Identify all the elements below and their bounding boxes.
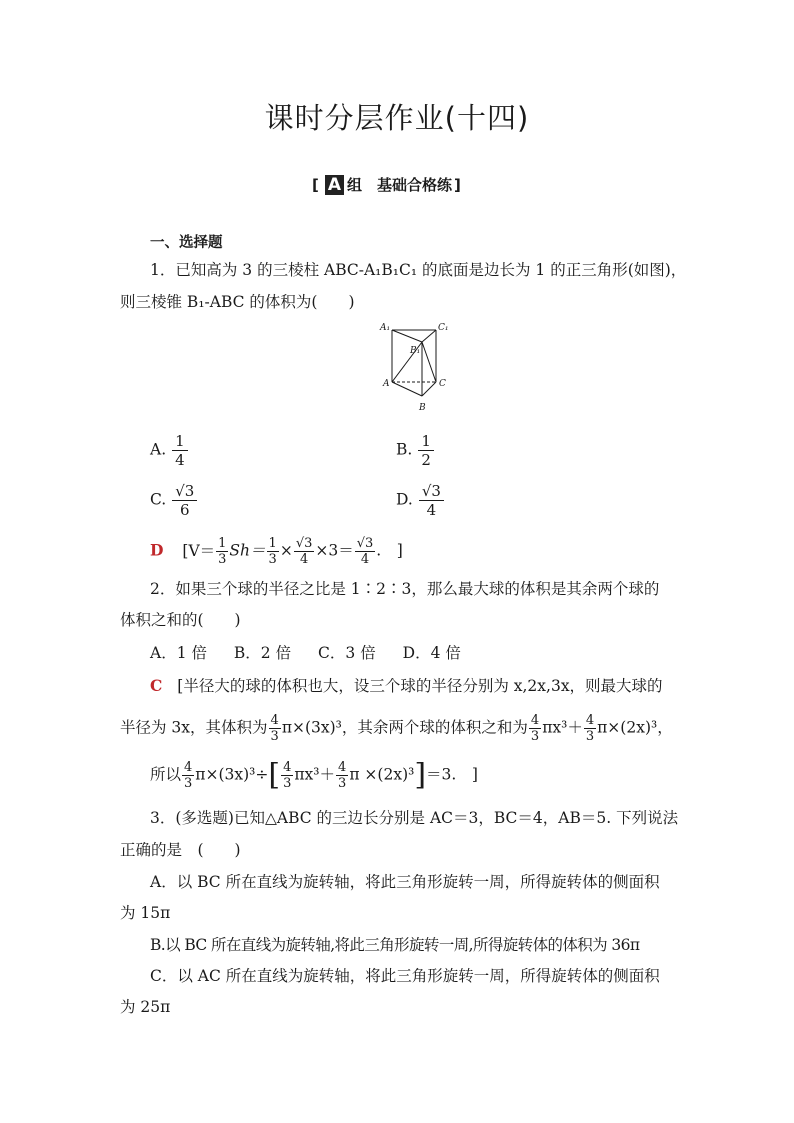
group-letter: A [325,175,344,195]
label-c: C [439,379,446,389]
q2-solution-line2: 半径为 3x，其体积为 $\frac{4}{3}$ π×(3x)³，其余两个球的体积之和为 $\frac{4}{3}$ πx³＋ $\frac{4}{3}$ π×(2x)³， [120,713,673,744]
q3-option-a-line1[interactable]: A．以 BC 所在直线为旋转轴，将此三角形旋转一周，所得旋转体的侧面积 [150,873,660,891]
prism-figure [378,318,458,416]
bracket-open: [ [312,176,319,194]
bracket-close: ] [454,176,461,194]
q2-option-c[interactable]: C．3 倍 [318,644,376,662]
q1-solution: D [V＝ $\frac{1}{3}$ Sh＝ $\frac{1}{3}$ × $\frac{√3}{4}$ ×3＝ $\frac{√3}{4}$ . ] [150,536,403,567]
q2-option-d[interactable]: D．4 倍 [402,644,461,662]
q3-option-c-line1[interactable]: C．以 AC 所在直线为旋转轴，将此三角形旋转一周，所得旋转体的侧面积 [150,967,660,985]
q3-option-a-line2[interactable]: 为 15π [120,904,171,922]
q1-line2: 则三棱锥 B₁-ABC 的体积为( ) [120,293,355,311]
q2-option-a[interactable]: A．1 倍 [150,644,207,662]
q2-answer: C [150,676,163,695]
group-badge [312,174,461,195]
q3-line1: 3．(多选题)已知△ABC 的三边长分别是 AC＝3，BC＝4，AB＝5. 下列说法 [150,809,679,827]
edge-ab [392,382,422,396]
q3-option-b[interactable]: B.以 BC 所在直线为旋转轴,将此三角形旋转一周,所得旋转体的体积为 36π [150,936,640,954]
q2-line1: 2．如果三个球的半径之比是 1∶2∶3，那么最大球的体积是其余两个球的 [150,580,660,598]
edge-bc [422,382,436,396]
q1-option-b[interactable]: B. $\frac{1}{2}$ [396,432,434,469]
edge-a1b1 [392,330,422,342]
q2-solution-line1: C [半径大的球的体积也大，设三个球的半径分别为 x,2x,3x，则最大球的 [150,676,663,695]
q1-option-c[interactable]: C. $\frac{√3}{6}$ [150,482,197,519]
q1-option-d[interactable]: D. $\frac{√3}{4}$ [396,482,444,519]
page-title: 课时分层作业(十四) [264,101,530,135]
q1-answer: D [150,540,164,560]
label-b: B [419,403,426,413]
group-label: 组 基础合格练 [347,176,453,194]
q2-option-b[interactable]: B．2 倍 [233,644,292,662]
section-heading: 一、选择题 [150,235,223,251]
label-b1: B₁ [410,346,421,356]
label-a: A [383,379,390,389]
q1-option-a[interactable]: A. $\frac{1}{4}$ [150,432,188,469]
edge-b1c1 [422,330,436,342]
label-a1: A₁ [380,323,391,333]
q2-options [150,642,461,664]
q1-line1: 1．已知高为 3 的三棱柱 ABC-A₁B₁C₁ 的底面是边长为 1 的正三角形(如图)， [150,261,687,279]
q3-line2: 正确的是 ( ) [120,841,241,859]
q3-option-c-line2[interactable]: 为 25π [120,998,171,1016]
label-c1: C₁ [438,323,449,333]
q2-line2: 体积之和的( ) [120,611,241,629]
q2-solution-line3: 所以 $\frac{4}{3}$ π×(3x)³÷[ $\frac{4}{3}$ πx³＋ $\frac{4}{3}$ π ×(2x)³]＝3. ] [150,757,478,793]
edge-b1c [422,342,436,382]
